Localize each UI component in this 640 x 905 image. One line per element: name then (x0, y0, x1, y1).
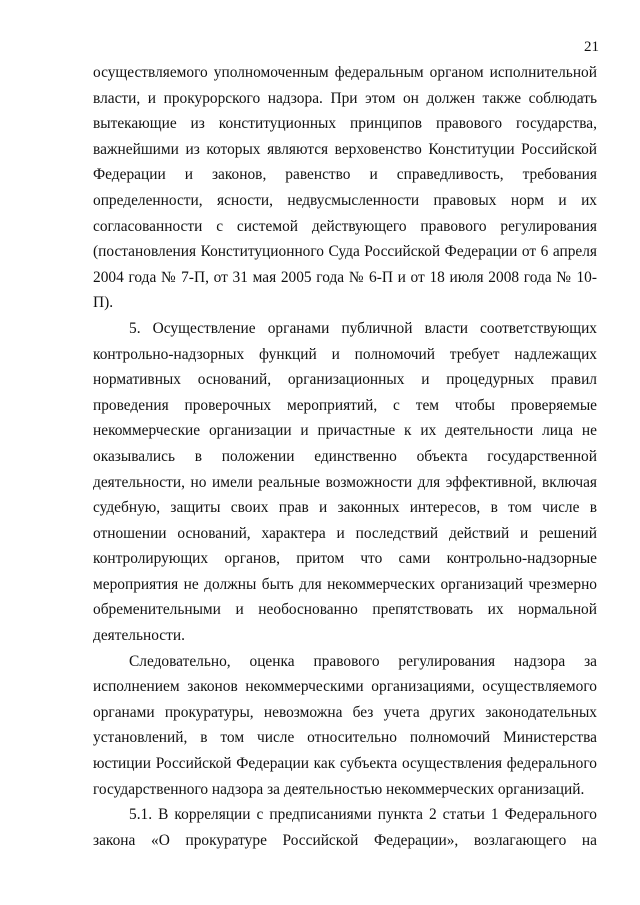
paragraph-continuation: осуществляемого уполномоченным федеральным органом исполнительной власти, и прокурорского надзора. При этом он должен также соблюдать вытекающие из конституционных принципов правового государства, важнейшими из которых являются верховенство Конституции Российской Федерации и законов, равенство и справедливость, требования определенности, ясности, недвусмысленности правовых норм и их согласованности с системой действующего правового регулирования (постановления Конституционного Суда Российской Федерации от 6 апреля 2004 года № 7-П, от 31 мая 2005 года № 6-П и от 18 июля 2008 года № 10-П). (93, 64, 597, 312)
paragraph-section-5-1: 5.1. В корреляции с предписаниями пункта 2 статьи 1 Федерального закона «О прокуратуре Российской Федерации», возлагающего на (93, 806, 597, 849)
document-body (93, 60, 597, 853)
paragraph-consequently: Следовательно, оценка правового регулирования надзора за исполнением законов некоммерческими организациями, осуществляемого органами прокуратуры, невозможна без учета других законодательных установлений, в том числе относительно полномочий Министерства юстиции Российской Федерации как субъекта осуществления федерального государственного надзора за деятельностью некоммерческих организаций. (93, 652, 597, 798)
paragraph-section-5: 5. Осуществление органами публичной власти соответствующих контрольно-надзорных функций и полномочий требует надлежащих нормативных оснований, организационных и процедурных правил проведения проверочных мероприятий, с тем чтобы проверяемые некоммерческие организации и причастные к их деятельности лица не оказывались в положении единственно объекта государственной деятельности, но имели реальные возможности для эффективной, включая судебную, защиты своих прав и законных интересов, в том числе в отношении оснований, характера и последствий действий и решений контролирующих органов, притом что сами контрольно-надзорные мероприятия не должны быть для некоммерческих организаций чрезмерно обременительными и необоснованно препятствовать их нормальной деятельности. (93, 319, 597, 645)
page-number: 21 (584, 39, 599, 55)
